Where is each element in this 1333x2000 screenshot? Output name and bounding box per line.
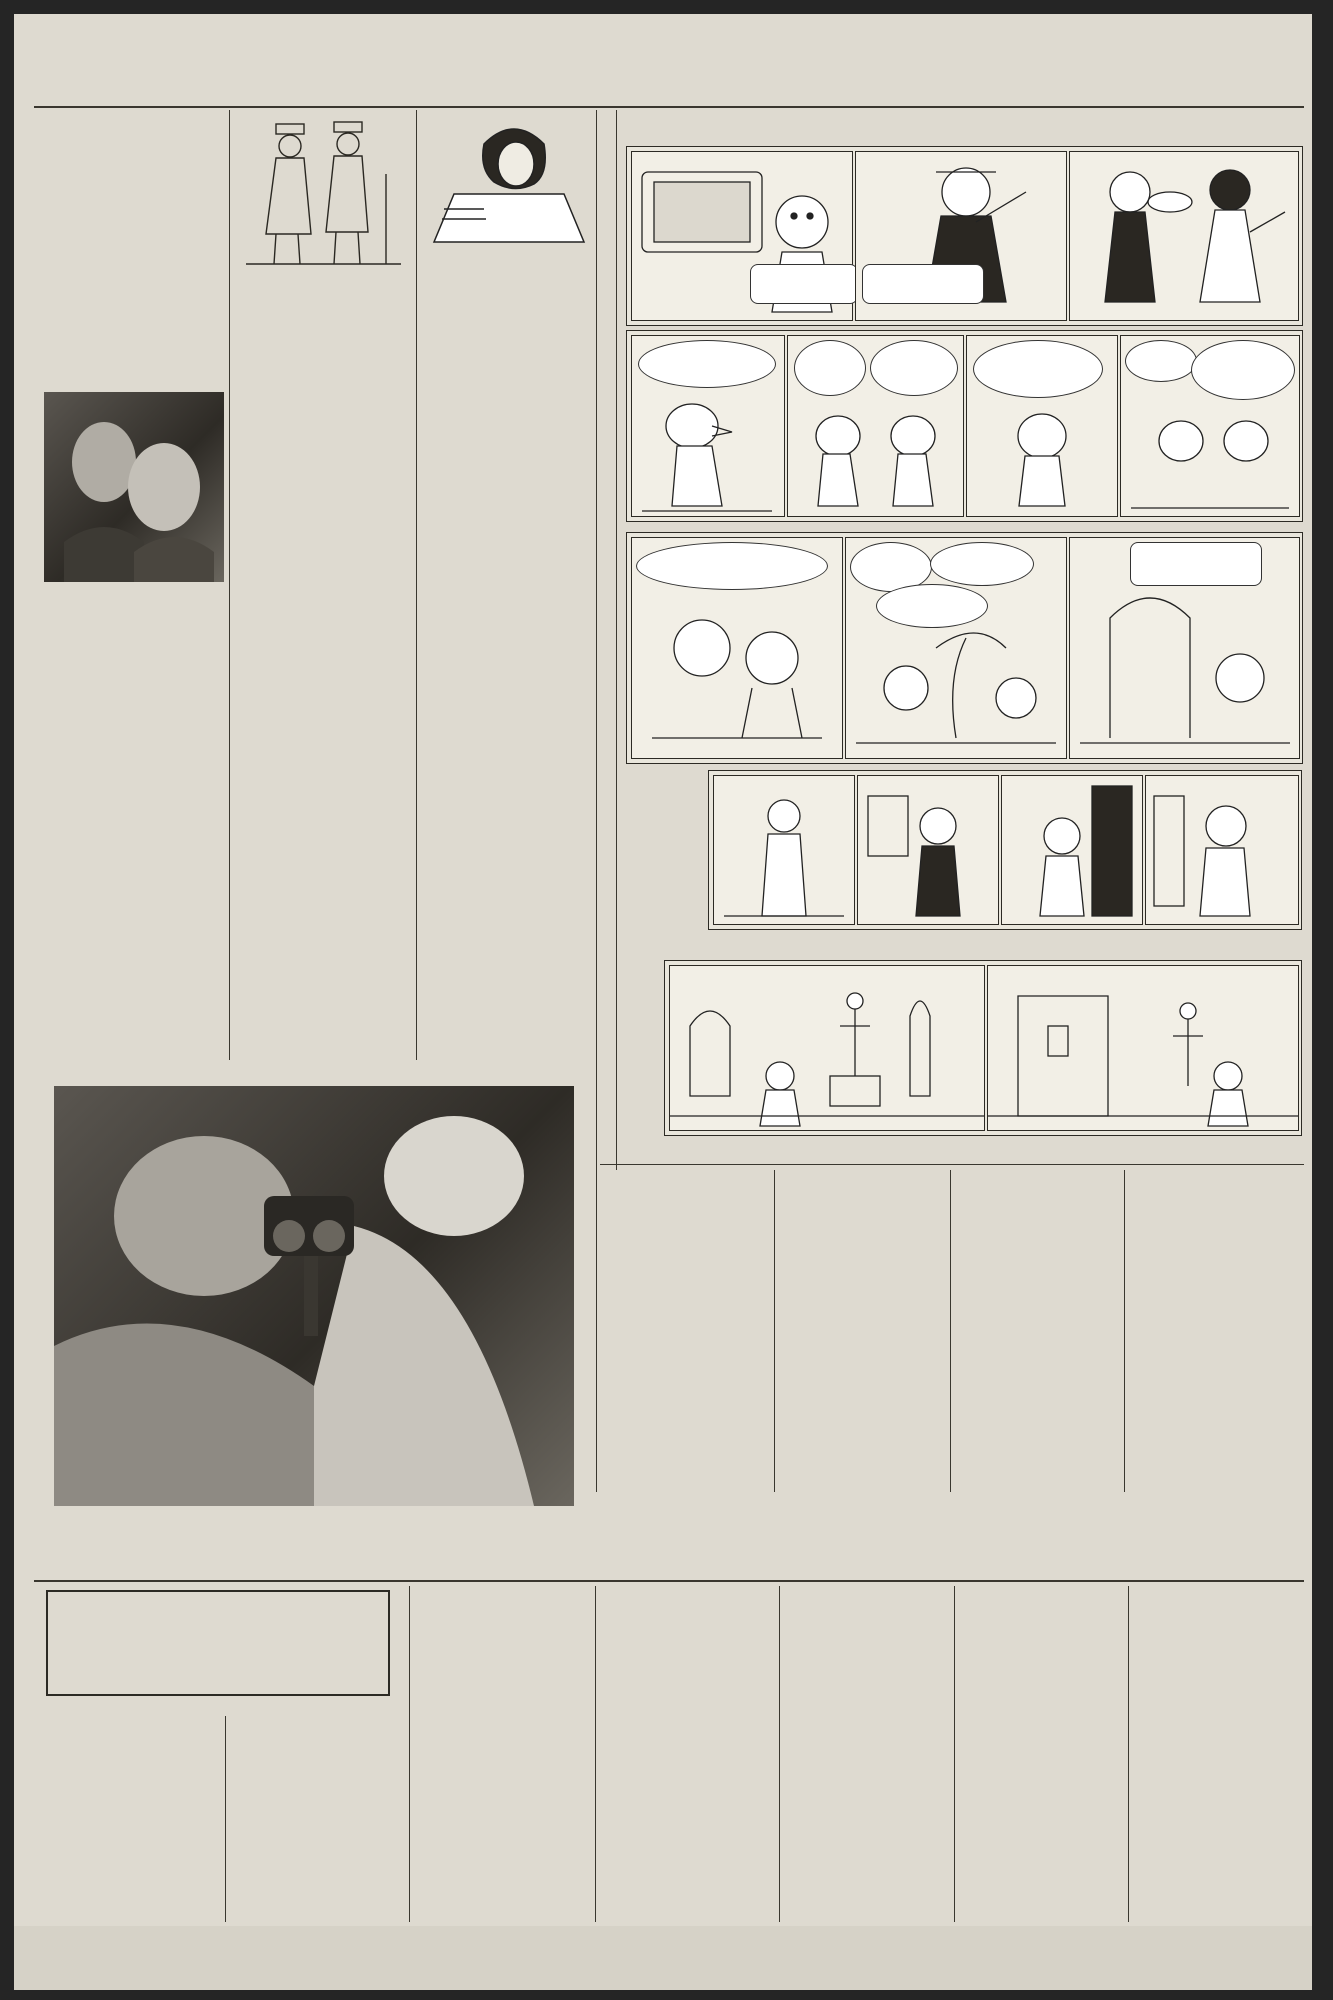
comic-panel: [787, 335, 964, 517]
comic-panel: [713, 775, 855, 925]
ferdinand-strip: [708, 770, 1302, 930]
column-rule: [596, 110, 597, 1492]
comic-panel: [1069, 537, 1300, 759]
comic-panel: [1120, 335, 1300, 517]
comic-panel: [631, 335, 785, 517]
comic-panel-art: [714, 776, 854, 924]
kalle-pelle-pingo-strip: [626, 532, 1303, 764]
comic-panel: [855, 151, 1067, 321]
comic-panel: [1145, 775, 1299, 925]
comic-panel: [987, 965, 1299, 1131]
speech-bubble: [870, 340, 958, 396]
ryttaren-title-box: [46, 1590, 390, 1696]
speech-bubble: [636, 542, 828, 590]
column-rule: [229, 110, 230, 1060]
comic-panel: [631, 537, 843, 759]
column-rule: [409, 1586, 410, 1922]
microsurgery-photo: [54, 1086, 574, 1506]
column-rule: [1128, 1586, 1129, 1922]
column-rule: [779, 1586, 780, 1922]
microsurgery-photo-art: [54, 1086, 574, 1506]
comic-panel: [1001, 775, 1143, 925]
newspaper-page: [14, 14, 1312, 1990]
juridiska-text: [236, 472, 411, 1060]
page-bottom-margin: [14, 1926, 1312, 1990]
comic-panel: [669, 965, 985, 1131]
cartoon-drawing: [236, 114, 411, 272]
column-rule: [616, 110, 617, 1170]
mikroskop-caption-1: [44, 1508, 220, 1578]
scouts-photo-caption: [44, 586, 224, 764]
header-rule: [34, 106, 1304, 108]
column-rule: [416, 110, 417, 1060]
speech-bubble: [1130, 542, 1262, 586]
nytt-och-flytt-logo: [44, 114, 224, 234]
speech-bubble: [1191, 340, 1295, 400]
comic-panel-art: [670, 966, 984, 1130]
speech-bubble: [794, 340, 866, 396]
woman-illustration: [424, 114, 592, 244]
mikroskop-caption-2: [226, 1508, 404, 1578]
juridiska-title: [236, 386, 411, 466]
comic-panel: [857, 775, 999, 925]
comic-panel: [966, 335, 1118, 517]
ryttaren-column-1: [50, 1720, 222, 1920]
kulman-strip: [664, 960, 1302, 1136]
speech-bubble: [638, 340, 776, 388]
comic-panel: [1069, 151, 1299, 321]
column-rule: [595, 1586, 596, 1922]
column-rule: [954, 1586, 955, 1922]
ryttaren-column-2: [230, 1720, 405, 1920]
speech-bubble: [750, 264, 858, 304]
speech-bubble: [930, 542, 1034, 586]
speech-bubble: [876, 584, 988, 628]
ryttaren-column-4: [600, 1588, 775, 1920]
section-rule: [600, 1164, 1304, 1165]
ryttaren-column-6: [959, 1588, 1124, 1920]
kalle-anka-strip: [626, 330, 1303, 522]
comic-panel: [631, 151, 853, 321]
woman-illustration-art: [424, 114, 592, 244]
comic-panel: [845, 537, 1067, 759]
cartoon-caption: [236, 276, 411, 356]
filip-och-majken-strip: [626, 146, 1303, 326]
comic-panel-art: [1146, 776, 1298, 924]
comic-panel-art: [988, 966, 1298, 1130]
short-items-column-2: [780, 1172, 946, 1490]
speech-bubble: [973, 340, 1103, 398]
column-rule: [1124, 1170, 1125, 1492]
name-days-text: [44, 260, 224, 364]
comic-panel-art: [1070, 152, 1298, 320]
column-rule: [225, 1716, 226, 1922]
speech-bubble: [862, 264, 984, 304]
ryttaren-column-5: [784, 1588, 950, 1920]
short-items-column-3: [956, 1172, 1120, 1490]
gentlemen-cartoon: [236, 114, 411, 272]
mikroskop-caption-3: [410, 1508, 590, 1578]
ryttaren-column-3: [414, 1588, 591, 1920]
comic-panel-art: [1002, 776, 1142, 924]
short-items-column-4: [1130, 1172, 1302, 1490]
short-items-column-1: [604, 1172, 770, 1490]
ryttaren-column-7: [1133, 1588, 1303, 1920]
kontinent-article: [44, 788, 224, 1042]
scouts-photo: [44, 392, 224, 582]
speech-bubble: [1125, 340, 1197, 382]
column-rule: [950, 1170, 951, 1492]
comic-panel-art: [858, 776, 998, 924]
column-rule: [774, 1170, 775, 1492]
section-rule: [34, 1580, 1304, 1582]
fortroliga-stunder-text: [424, 270, 592, 770]
scouts-photo-art: [44, 392, 224, 582]
